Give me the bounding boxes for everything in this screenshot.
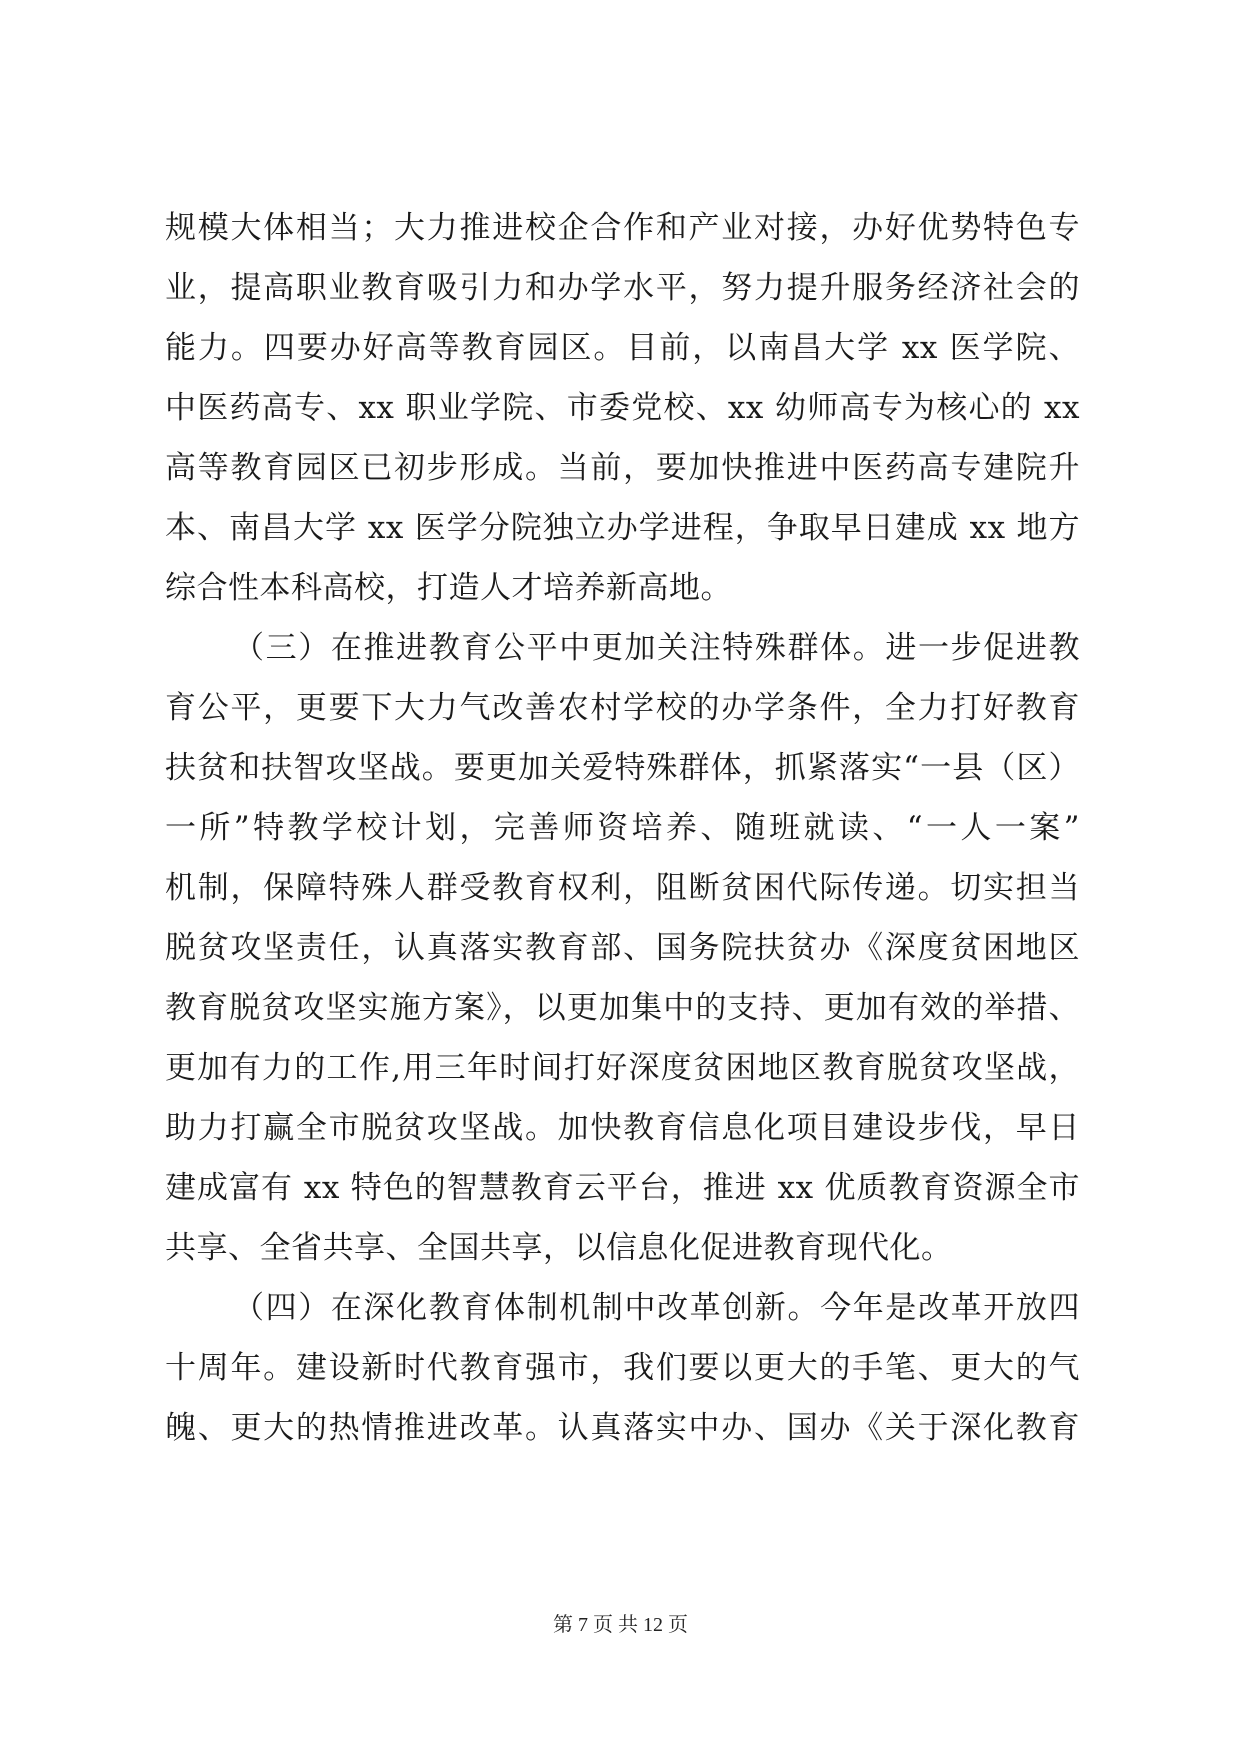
body-text-line: 更加有力的工作,用三年时间打好深度贫困地区教育脱贫攻坚战， <box>165 1050 1080 1086</box>
body-text-line: 十周年。建设新时代教育强市，我们要以更大的手笔、更大的气 <box>165 1350 1080 1386</box>
body-text-line: 魄、更大的热情推进改革。认真落实中办、国办《关于深化教育 <box>165 1410 1080 1446</box>
body-text-line: 中医药高专、xx 职业学院、市委党校、xx 幼师高专为核心的 xx <box>165 390 1080 426</box>
paragraph-first-line: （四）在深化教育体制机制中改革创新。今年是改革开放四 <box>233 1290 1080 1326</box>
body-text-line: 助力打赢全市脱贫攻坚战。加快教育信息化项目建设步伐，早日 <box>165 1110 1080 1146</box>
body-text-line: 规模大体相当；大力推进校企合作和产业对接，办好优势特色专 <box>165 210 1080 246</box>
body-text-line: 一所”特教学校计划，完善师资培养、随班就读、“一人一案” <box>165 810 1080 846</box>
body-text-line: 脱贫攻坚责任，认真落实教育部、国务院扶贫办《深度贫困地区 <box>165 930 1080 966</box>
body-text-line: 教育脱贫攻坚实施方案》，以更加集中的支持、更加有效的举措、 <box>165 990 1080 1026</box>
body-text-line: 育公平，更要下大力气改善农村学校的办学条件，全力打好教育 <box>165 690 1080 726</box>
body-text-line: 共享、全省共享、全国共享，以信息化促进教育现代化。 <box>165 1230 953 1266</box>
body-text-line: 高等教育园区已初步形成。当前，要加快推进中医药高专建院升 <box>165 450 1080 486</box>
body-text-line: 能力。四要办好高等教育园区。目前，以南昌大学 xx 医学院、 <box>165 330 1080 366</box>
page-number-footer: 第 7 页 共 12 页 <box>553 1614 688 1636</box>
body-text-line: 扶贫和扶智攻坚战。要更加关爱特殊群体，抓紧落实“一县（区） <box>165 750 1080 786</box>
body-text-line: 机制，保障特殊人群受教育权利，阻断贫困代际传递。切实担当 <box>165 870 1080 906</box>
body-text-line: 本、南昌大学 xx 医学分院独立办学进程，争取早日建成 xx 地方 <box>165 510 1080 546</box>
body-text-line: 综合性本科高校，打造人才培养新高地。 <box>165 570 732 606</box>
body-text-line: 建成富有 xx 特色的智慧教育云平台，推进 xx 优质教育资源全市 <box>165 1170 1080 1206</box>
body-text-line: 业，提高职业教育吸引力和办学水平，努力提升服务经济社会的 <box>165 270 1080 306</box>
paragraph-first-line: （三）在推进教育公平中更加关注特殊群体。进一步促进教 <box>233 630 1080 666</box>
